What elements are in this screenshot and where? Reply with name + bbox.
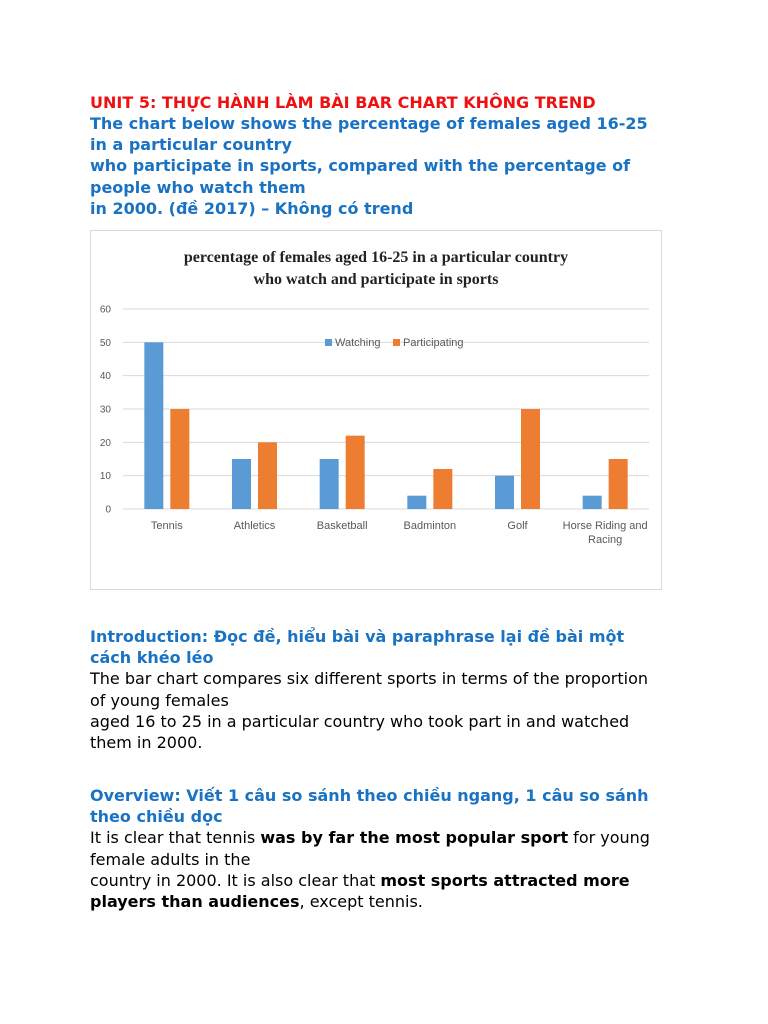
prompt-line: who participate in sports, compared with the percentage of: [90, 156, 631, 176]
bar-chart: [90, 230, 662, 590]
x-tick-label: [507, 520, 528, 532]
overview-section: [90, 785, 690, 912]
y-tick-label: 20: [99, 437, 111, 449]
unit-title: UNIT 5: THỰC HÀNH LÀM BÀI BAR CHART KHÔNG TREND: [90, 93, 596, 112]
y-tick-label: 30: [99, 404, 111, 416]
x-tick-label: [151, 520, 183, 532]
y-tick-label: 10: [99, 471, 111, 483]
y-tick-label: 0: [105, 504, 111, 516]
x-tick-label-line: Athletics: [233, 520, 276, 532]
overview-bold-text: was by far the most popular sport: [260, 828, 569, 848]
introduction-body-line: of young females: [90, 690, 229, 710]
overview-body-line: [90, 891, 690, 912]
introduction-body-line: them in 2000.: [90, 733, 203, 753]
x-tick-label-line: Tennis: [150, 520, 183, 532]
overview-body-line: [90, 870, 690, 891]
bar-watching-golf: [495, 476, 514, 509]
x-tick-label-line: Basketball: [316, 520, 368, 532]
x-tick-label-line: Horse Riding and: [562, 520, 648, 532]
prompt-line: in 2000. (đề 2017) – Không có trend: [90, 198, 414, 218]
bar-watching-basketball: [320, 459, 339, 509]
overview-bold-text: players than audiences: [90, 892, 300, 912]
y-tick-label: 60: [99, 304, 111, 316]
overview-body-line: [90, 827, 690, 848]
bar-watching-athletics: [232, 459, 251, 509]
prompt-line: The chart below shows the percentage of females aged 16-25: [90, 114, 648, 133]
bar-participating-horse-riding-and-racing: [609, 459, 628, 509]
bar-participating-tennis: [170, 409, 189, 509]
overview-heading-line: theo chiều dọc: [90, 807, 223, 827]
bar-chart-svg: [91, 231, 661, 589]
x-tick-label-line: Golf: [507, 520, 528, 532]
legend-label: Participating: [403, 337, 464, 349]
chart-title-line-2: who watch and participate in sports: [253, 271, 499, 288]
legend-swatch: [393, 339, 400, 346]
y-tick-label: 50: [99, 337, 111, 349]
overview-body-line: female adults in the: [90, 849, 251, 869]
bar-participating-athletics: [258, 442, 277, 509]
x-tick-label-line: Badminton: [403, 520, 457, 532]
introduction-heading-line: Introduction: Đọc đề, hiểu bài và paraphrase lại đề bài một: [90, 627, 625, 646]
introduction-body-line: aged 16 to 25 in a particular country who took part in and watched: [90, 711, 630, 731]
overview-text: for young: [568, 828, 650, 848]
legend-swatch: [325, 339, 332, 346]
bar-participating-basketball: [346, 436, 365, 509]
introduction-heading-line: cách khéo léo: [90, 648, 214, 668]
bar-watching-tennis: [144, 342, 163, 509]
overview-heading-line: Overview: Viết 1 câu so sánh theo chiều ngang, 1 câu so sánh: [90, 786, 649, 805]
bar-participating-badminton: [433, 469, 452, 509]
chart-title-line-1: percentage of females aged 16-25 in a particular country: [183, 249, 569, 266]
task-prompt: [90, 113, 690, 219]
x-tick-label: [404, 520, 457, 532]
introduction-section: [90, 626, 690, 753]
legend-label: Watching: [335, 337, 381, 349]
x-tick-label: [563, 520, 648, 546]
introduction-body-line: The bar chart compares six different sports in terms of the proportion: [90, 669, 648, 689]
x-tick-label: [317, 520, 368, 532]
overview-bold-text: most sports attracted more: [380, 870, 630, 890]
overview-text: country in 2000. It is also clear that: [90, 870, 381, 890]
bar-participating-golf: [521, 409, 540, 509]
bar-watching-horse-riding-and-racing: [583, 496, 602, 509]
overview-text: , except tennis.: [299, 892, 423, 912]
prompt-line: people who watch them: [90, 177, 306, 197]
overview-text: It is clear that tennis: [90, 828, 261, 848]
x-tick-label-line: Racing: [588, 534, 623, 546]
y-tick-label: 40: [99, 371, 111, 383]
x-tick-label: [234, 520, 276, 532]
prompt-line: in a particular country: [90, 135, 292, 155]
bar-watching-badminton: [407, 496, 426, 509]
